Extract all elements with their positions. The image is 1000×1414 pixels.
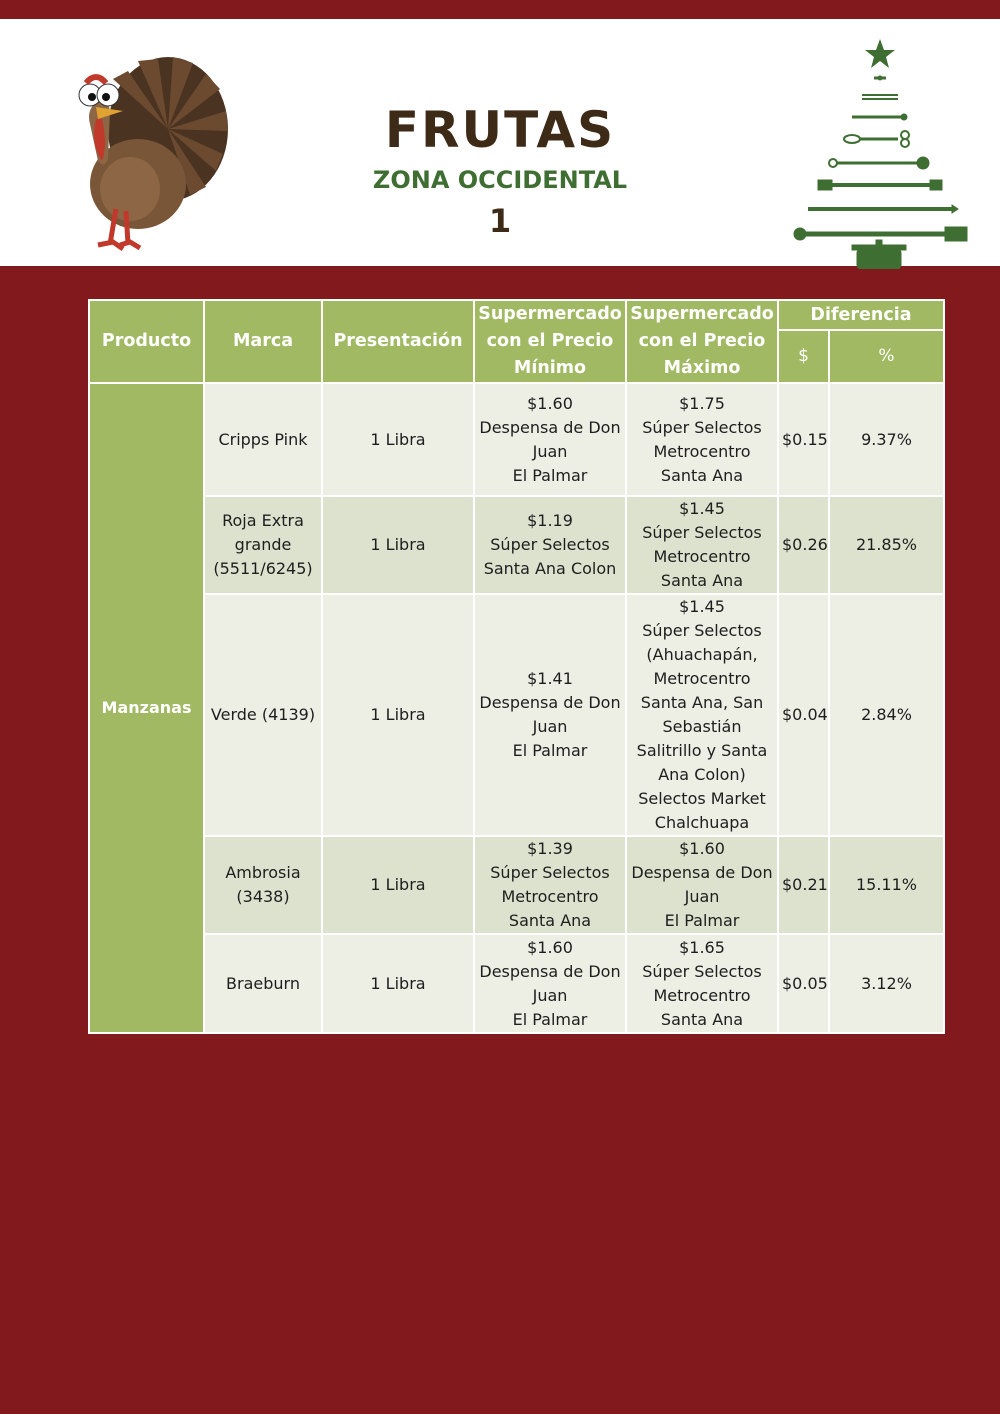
table-row (89, 836, 944, 934)
brand-cell: Verde (4139) (204, 594, 322, 836)
diff-percent-cell: 2.84% (829, 594, 944, 836)
table-row (89, 934, 944, 1033)
page-title: FRUTAS (384, 101, 616, 159)
min-location: El Palmar (512, 1009, 588, 1029)
brand-cell: Cripps Pink (204, 383, 322, 496)
min-price-cell (474, 383, 626, 496)
min-price: $1.41 (527, 669, 573, 688)
max-store: Despensa de Don Juan (631, 863, 773, 906)
diff-dollar-cell: $0.26 (778, 496, 829, 594)
max-price-cell (626, 934, 778, 1033)
column-header-diferencia-percent: % (829, 330, 944, 383)
diff-percent-cell: 15.11% (829, 836, 944, 934)
brand-cell: Braeburn (204, 934, 322, 1033)
max-price: $1.45 (679, 499, 725, 518)
max-store: Súper Selectos (Ahuachapán, Metrocentro Santa Ana, San Sebastián Salitrillo y Santa Ana Colon) (636, 621, 768, 784)
min-price: $1.39 (527, 839, 573, 858)
column-header-producto: Producto (89, 300, 204, 383)
max-price-cell (626, 594, 778, 836)
diff-percent-cell: 9.37% (829, 383, 944, 496)
max-price-cell (626, 836, 778, 934)
column-header-marca: Marca (204, 300, 322, 383)
min-store: Despensa de Don Juan (479, 417, 621, 461)
column-header-diferencia: Diferencia (778, 300, 944, 330)
max-store: Súper Selectos Metrocentro Santa Ana (642, 417, 762, 485)
page-subtitle: ZONA OCCIDENTAL (372, 166, 628, 194)
table-row (89, 383, 944, 496)
min-store: Súper Selectos Metrocentro Santa Ana (490, 863, 610, 930)
max-price: $1.60 (679, 839, 725, 858)
presentation-cell: 1 Libra (322, 383, 474, 496)
min-store: Despensa de Don Juan (479, 961, 621, 1005)
diff-dollar-cell: $0.05 (778, 934, 829, 1033)
min-location: El Palmar (512, 465, 588, 485)
min-price-cell (474, 496, 626, 594)
presentation-cell: 1 Libra (322, 934, 474, 1033)
diff-dollar-cell: $0.15 (778, 383, 829, 496)
min-price-cell (474, 934, 626, 1033)
min-location: El Palmar (512, 741, 588, 760)
min-price: $1.19 (527, 511, 573, 530)
min-store: Despensa de Don Juan (479, 693, 621, 736)
max-price: $1.65 (679, 937, 725, 957)
max-store: Súper Selectos Metrocentro Santa Ana (642, 523, 762, 590)
utensil-tree-icon (790, 29, 975, 269)
max-price: $1.75 (679, 393, 725, 413)
column-header-precio-maximo: Supermercado con el Precio Máximo (626, 300, 778, 383)
min-price-cell (474, 594, 626, 836)
diff-percent-cell: 3.12% (829, 934, 944, 1033)
diff-percent-cell: 21.85% (829, 496, 944, 594)
diff-dollar-cell: $0.04 (778, 594, 829, 836)
min-price: $1.60 (527, 393, 573, 413)
price-comparison-table (88, 299, 945, 1034)
min-price: $1.60 (527, 937, 573, 957)
max-store-extra: Selectos Market Chalchuapa (638, 789, 766, 832)
page-header (0, 19, 1000, 266)
min-price-cell (474, 836, 626, 934)
presentation-cell: 1 Libra (322, 836, 474, 934)
max-price: $1.45 (679, 597, 725, 616)
column-header-presentacion: Presentación (322, 300, 474, 383)
brand-cell: Roja Extra grande (5511/6245) (204, 496, 322, 594)
min-store: Súper Selectos Santa Ana Colon (483, 535, 617, 578)
max-price-cell (626, 383, 778, 496)
brand-cell: Ambrosia (3438) (204, 836, 322, 934)
price-table-container (88, 299, 943, 1029)
presentation-cell: 1 Libra (322, 496, 474, 594)
column-header-precio-minimo: Supermercado con el Precio Mínimo (474, 300, 626, 383)
column-header-diferencia-dollar: $ (778, 330, 829, 383)
table-row (89, 594, 944, 836)
table-row (89, 496, 944, 594)
product-name-cell: Manzanas (89, 383, 204, 1033)
diff-dollar-cell: $0.21 (778, 836, 829, 934)
max-price-cell (626, 496, 778, 594)
max-store: Súper Selectos Metrocentro Santa Ana (642, 961, 762, 1029)
page-number: 1 (488, 202, 512, 240)
max-store-extra: El Palmar (664, 911, 740, 930)
presentation-cell: 1 Libra (322, 594, 474, 836)
